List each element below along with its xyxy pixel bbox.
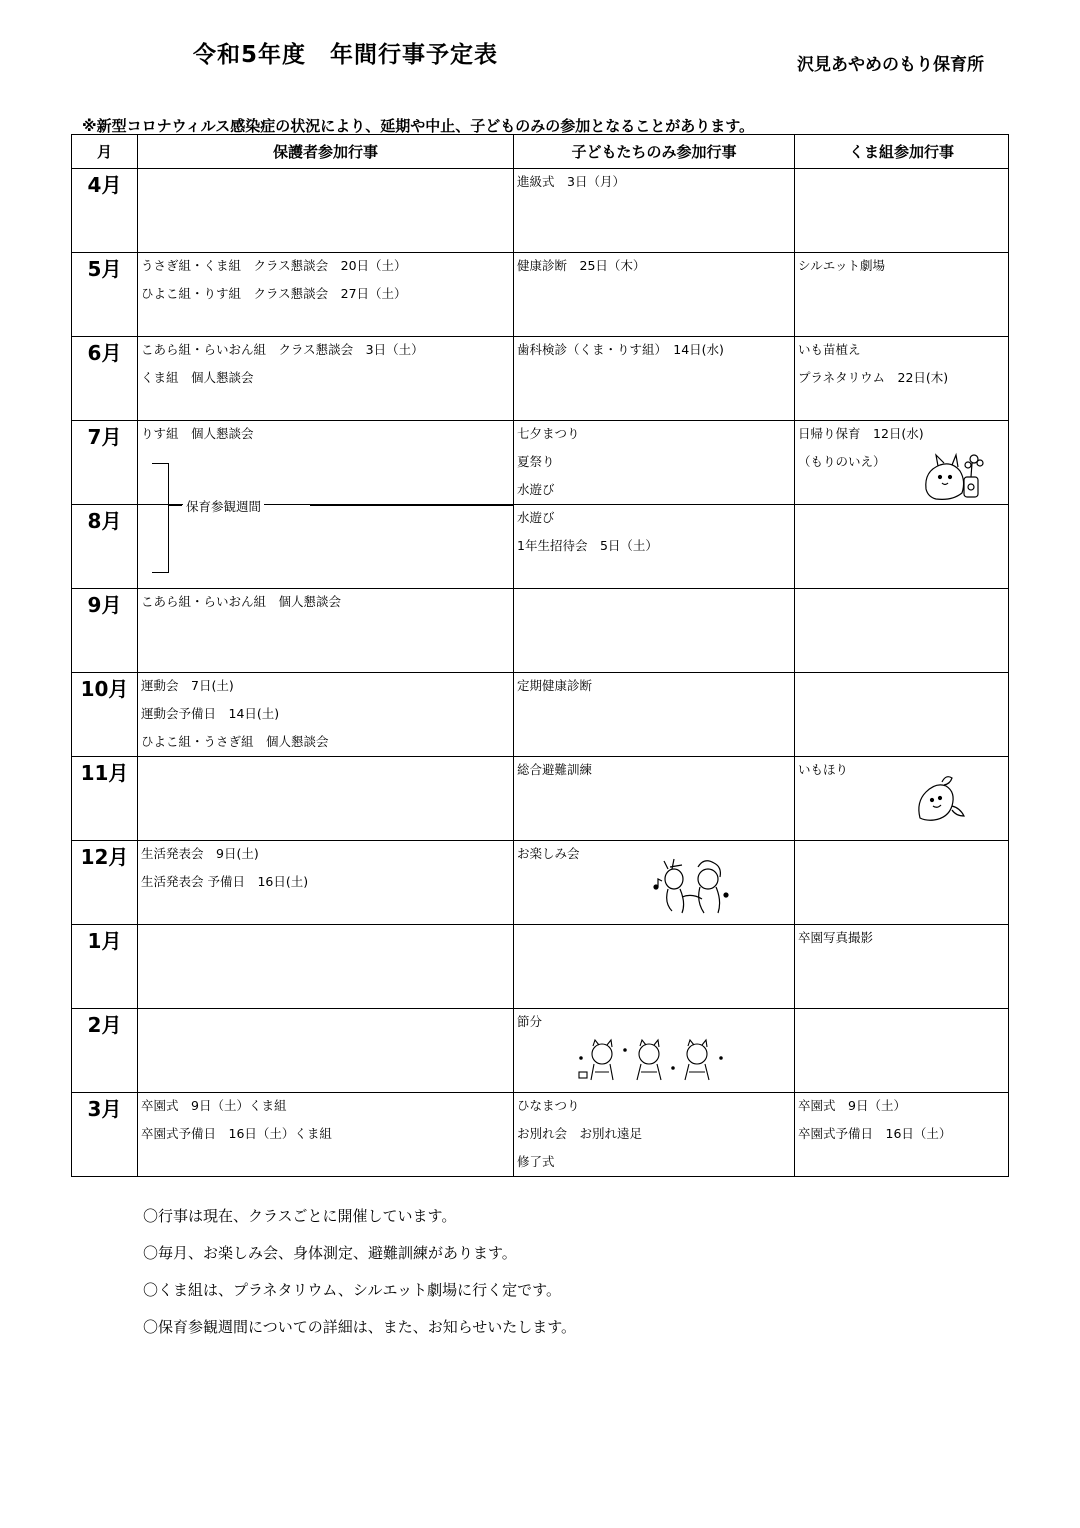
parents-cell xyxy=(138,253,514,337)
event-item: 水遊び xyxy=(517,510,555,525)
kuma-cell xyxy=(795,589,1009,673)
event-item: 夏祭り xyxy=(517,454,555,469)
table-header-row xyxy=(72,135,1009,169)
event-item: シルエット劇場 xyxy=(798,258,885,273)
event-item: 運動会予備日 14日(土) xyxy=(141,706,280,721)
parents-cell xyxy=(138,337,514,421)
event-item: 運動会 7日(土) xyxy=(141,678,234,693)
parents-cell xyxy=(138,757,514,841)
event-item: お別れ会 お別れ遠足 xyxy=(517,1126,643,1141)
kuma-cell xyxy=(795,505,1009,589)
parents-cell xyxy=(138,841,514,925)
event-item: ひよこ組・りす組 クラス懇談会 27日（土） xyxy=(141,286,407,301)
table-row xyxy=(72,673,1009,757)
children-cell xyxy=(514,505,795,589)
event-item: 健康診断 25日（木） xyxy=(517,258,646,273)
children-cell xyxy=(514,673,795,757)
event-item: 1年生招待会 5日（土） xyxy=(517,538,658,553)
note-item: 〇保育参観週間についての詳細は、また、お知らせいたします。 xyxy=(143,1318,577,1336)
header-kuma: くま組参加行事 xyxy=(795,135,1009,169)
header-parents: 保護者参加行事 xyxy=(138,135,514,169)
event-item: 生活発表会 9日(土) xyxy=(141,846,259,861)
parents-cell xyxy=(138,421,514,505)
observation-week-label: 保育参観週間 xyxy=(183,497,264,515)
parents-cell xyxy=(138,1093,514,1177)
header-month: 月 xyxy=(72,135,138,169)
event-item: こあら組・らいおん組 クラス懇談会 3日（土） xyxy=(141,342,424,357)
month-cell: 8月 xyxy=(72,505,138,589)
table-row xyxy=(72,421,1009,505)
table-row xyxy=(72,925,1009,1009)
children-cell xyxy=(514,925,795,1009)
parents-cell xyxy=(138,1009,514,1093)
event-item: ひよこ組・うさぎ組 個人懇談会 xyxy=(141,734,329,749)
table-row xyxy=(72,253,1009,337)
children-cell xyxy=(514,421,795,505)
parents-cell xyxy=(138,925,514,1009)
kuma-cell xyxy=(795,1093,1009,1177)
header-children: 子どもたちのみ参加行事 xyxy=(514,135,795,169)
event-item: 節分 xyxy=(517,1014,543,1029)
event-item: うさぎ組・くま組 クラス懇談会 20日（土） xyxy=(141,258,407,273)
note-item: 〇行事は現在、クラスごとに開催しています。 xyxy=(143,1207,457,1225)
event-item: お楽しみ会 xyxy=(517,846,580,861)
event-item: 修了式 xyxy=(517,1154,555,1169)
event-item: プラネタリウム 22日(木) xyxy=(798,370,949,385)
children-cell xyxy=(514,589,795,673)
kuma-cell xyxy=(795,841,1009,925)
table-row xyxy=(72,589,1009,673)
event-item: こあら組・らいおん組 個人懇談会 xyxy=(141,594,342,609)
kuma-cell xyxy=(795,925,1009,1009)
month-cell: 10月 xyxy=(72,673,138,757)
covid-notice: ※新型コロナウィルス感染症の状況により、延期や中止、子どものみの参加となることがあります。 xyxy=(82,117,755,135)
event-item: 日帰り保育 12日(水) xyxy=(798,426,924,441)
table-row xyxy=(72,505,1009,589)
children-cell xyxy=(514,1093,795,1177)
event-item: 進級式 3日（月） xyxy=(517,174,625,189)
notes-list xyxy=(143,1204,576,1352)
kuma-cell xyxy=(795,337,1009,421)
month-cell: 11月 xyxy=(72,757,138,841)
children-cell xyxy=(514,169,795,253)
table-row xyxy=(72,169,1009,253)
event-item: 生活発表会 予備日 16日(土) xyxy=(141,874,309,889)
picnic-cat-illustration xyxy=(922,449,984,503)
event-item: （もりのいえ） xyxy=(798,454,886,469)
month-cell: 12月 xyxy=(72,841,138,925)
event-item: 定期健康診断 xyxy=(517,678,593,693)
parents-cell xyxy=(138,673,514,757)
event-item: 総合避難訓練 xyxy=(517,762,593,777)
event-item: 歯科検診（くま・りす組） 14日(水) xyxy=(517,342,724,357)
note-item: 〇毎月、お楽しみ会、身体測定、避難訓練があります。 xyxy=(143,1244,517,1262)
kuma-cell xyxy=(795,757,1009,841)
month-cell: 9月 xyxy=(72,589,138,673)
observation-bracket-tick xyxy=(168,505,182,506)
event-item: いも苗植え xyxy=(798,342,861,357)
month-cell: 5月 xyxy=(72,253,138,337)
schedule-table xyxy=(71,134,1009,1177)
month-cell: 4月 xyxy=(72,169,138,253)
event-item: りす組 個人懇談会 xyxy=(141,426,254,441)
observation-line xyxy=(310,505,513,506)
event-item: 卒園式予備日 16日（土） xyxy=(798,1126,952,1141)
parents-cell xyxy=(138,589,514,673)
kuma-cell xyxy=(795,673,1009,757)
event-item: 卒園式予備日 16日（土）くま組 xyxy=(141,1126,332,1141)
month-cell: 3月 xyxy=(72,1093,138,1177)
parents-cell xyxy=(138,169,514,253)
kuma-cell xyxy=(795,1009,1009,1093)
children-cell xyxy=(514,757,795,841)
page-title: 令和5年度 年間行事予定表 xyxy=(193,42,499,68)
event-item: 卒園式 9日（土）くま組 xyxy=(141,1098,287,1113)
reindeer-santa-illustration xyxy=(652,857,732,919)
event-item: 七夕まつり xyxy=(517,426,580,441)
table-row xyxy=(72,757,1009,841)
event-item: いもほり xyxy=(798,762,849,777)
observation-bracket xyxy=(152,463,169,573)
children-cell xyxy=(514,337,795,421)
organization-name: 沢見あやめのもり保育所 xyxy=(797,55,984,75)
setsubun-oni-illustration xyxy=(577,1038,727,1084)
month-cell: 1月 xyxy=(72,925,138,1009)
kuma-cell xyxy=(795,253,1009,337)
month-cell: 6月 xyxy=(72,337,138,421)
parents-cell xyxy=(138,505,514,589)
note-item: 〇くま組は、プラネタリウム、シルエット劇場に行く定です。 xyxy=(143,1281,561,1299)
table-row xyxy=(72,1093,1009,1177)
kuma-cell xyxy=(795,169,1009,253)
event-item: くま組 個人懇談会 xyxy=(141,370,254,385)
event-item: 卒園写真撮影 xyxy=(798,930,874,945)
event-item: 卒園式 9日（土） xyxy=(798,1098,906,1113)
table-row xyxy=(72,1009,1009,1093)
table-row xyxy=(72,841,1009,925)
table-row xyxy=(72,337,1009,421)
month-cell: 2月 xyxy=(72,1009,138,1093)
sweet-potato-illustration xyxy=(912,772,967,824)
children-cell xyxy=(514,253,795,337)
event-item: 水遊び xyxy=(517,482,555,497)
month-cell: 7月 xyxy=(72,421,138,505)
event-item: ひなまつり xyxy=(517,1098,580,1113)
